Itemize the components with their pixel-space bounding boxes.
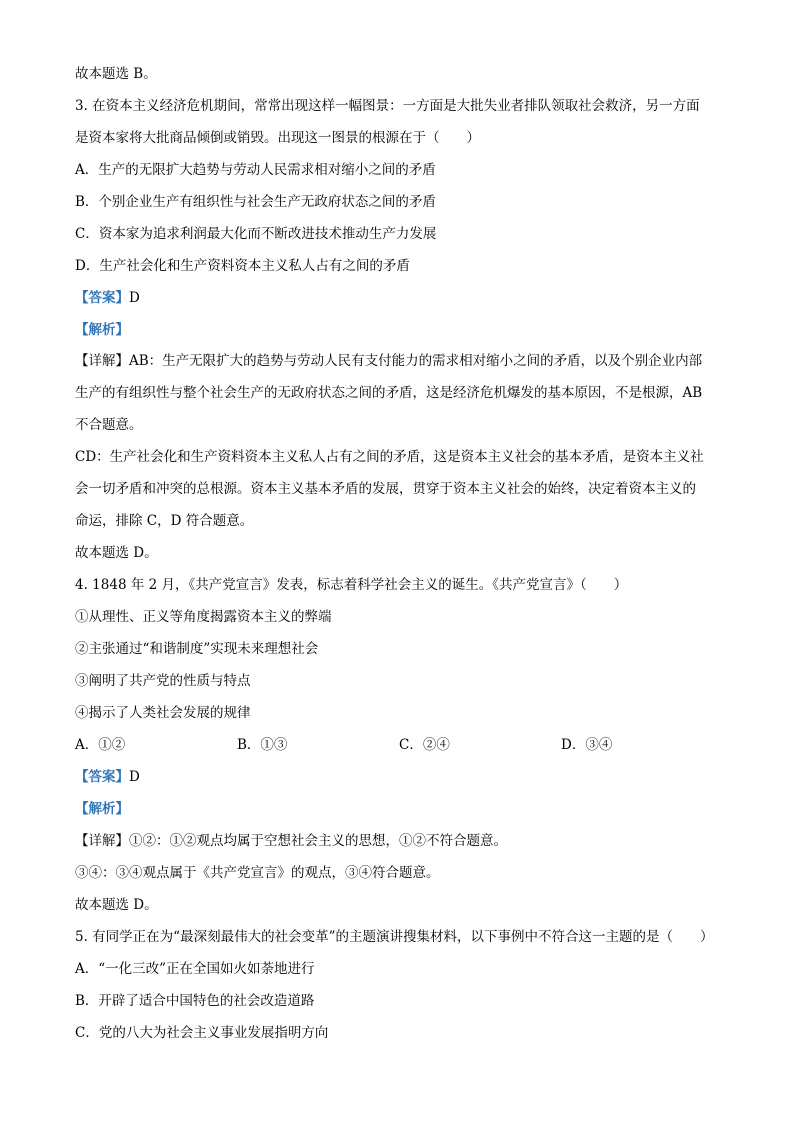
- question-3-explanation-cont: 生产的有组织性与整个社会生产的无政府状态之间的矛盾，这是经济危机爆发的基本原因，不是根源，AB: [75, 385, 703, 401]
- question-4-statement-2: ②主张通过“和谐制度”实现未来理想社会: [75, 641, 319, 657]
- question-3-option-b: B．个别企业生产有组织性与社会生产无政府状态之间的矛盾: [75, 194, 436, 210]
- question-5-option-c: C．党的八大为社会主义事业发展指明方向: [75, 1025, 329, 1041]
- question-3-explanation-cd: CD：生产社会化和生产资料资本主义私人占有之间的矛盾，这是资本主义社会的基本矛盾，是资本主义社: [75, 449, 704, 465]
- text-line: 故本题选 B。: [75, 66, 157, 82]
- analysis-tag: 【解析】: [75, 801, 129, 817]
- question-3-explanation-cd-cont: 会一切矛盾和冲突的总根源。资本主义基本矛盾的发展，贯穿于资本主义社会的始终，决定着资本主义的: [75, 481, 696, 497]
- question-4-option-b: B．①③: [237, 737, 288, 753]
- question-4-explanation-34: ③④：③④观点属于《共产党宣言》的观点，③④符合题意。: [75, 865, 440, 881]
- question-4-explanation-12: 【详解】①②：①②观点均属于空想社会主义的思想，①②不符合题意。: [75, 833, 507, 849]
- question-3-analysis-heading: [75, 320, 725, 340]
- question-4-option-c: C．②④: [399, 737, 450, 753]
- question-3-stem-cont: 是资本家将大批商品倾倒或销毁。出现这一图景的根源在于（ ）: [75, 130, 480, 146]
- question-3-explanation-cont: 不合题意。: [75, 417, 143, 433]
- answer-tag: 【答案】: [75, 769, 129, 785]
- question-4-conclusion: 故本题选 D。: [75, 897, 158, 913]
- question-4-statement-3: ③阐明了共产党的性质与特点: [75, 673, 251, 689]
- question-4-stem: 4. 1848 年 2 月，《共产党宣言》发表，标志着科学社会主义的诞生。《共产党宣言》（ ）: [75, 577, 628, 593]
- question-3-conclusion: 故本题选 D。: [75, 545, 158, 561]
- question-5-option-a: A．“一化三改”正在全国如火如荼地进行: [75, 961, 315, 977]
- answer-value: D: [129, 769, 140, 785]
- question-5-stem: 5. 有同学正在为“最深刻最伟大的社会变革”的主题演讲搜集材料，以下事例中不符合这一主题的是（ ）: [75, 929, 714, 945]
- question-4-options: [75, 735, 725, 755]
- question-3-explanation: 【详解】AB：生产无限扩大的趋势与劳动人民有支付能力的需求相对缩小之间的矛盾，以及个别企业内部: [75, 353, 703, 369]
- question-4-answer: [75, 767, 725, 787]
- question-4-option-a: A．①②: [75, 737, 126, 753]
- question-3-option-a: A．生产的无限扩大趋势与劳动人民需求相对缩小之间的矛盾: [75, 162, 436, 178]
- question-5-option-b: B．开辟了适合中国特色的社会改造道路: [75, 993, 315, 1009]
- question-3-option-c: C．资本家为追求利润最大化而不断改进技术推动生产力发展: [75, 226, 437, 242]
- question-4-option-d: D．③④: [561, 737, 613, 753]
- analysis-tag: 【解析】: [75, 322, 129, 338]
- question-3-answer: [75, 288, 725, 308]
- question-4-analysis-heading: [75, 799, 725, 819]
- answer-tag: 【答案】: [75, 290, 129, 306]
- question-3-stem: 3. 在资本主义经济危机期间，常常出现这样一幅图景：一方面是大批失业者排队领取社会救济，另一方面: [75, 98, 700, 114]
- answer-value: D: [129, 290, 140, 306]
- question-3-explanation-cd-cont: 命运，排除 C，D 符合题意。: [75, 513, 254, 529]
- question-3-option-d: D．生产社会化和生产资料资本主义私人占有之间的矛盾: [75, 258, 410, 274]
- question-4-statement-4: ④揭示了人类社会发展的规律: [75, 705, 251, 721]
- question-4-statement-1: ①从理性、正义等角度揭露资本主义的弊端: [75, 609, 332, 625]
